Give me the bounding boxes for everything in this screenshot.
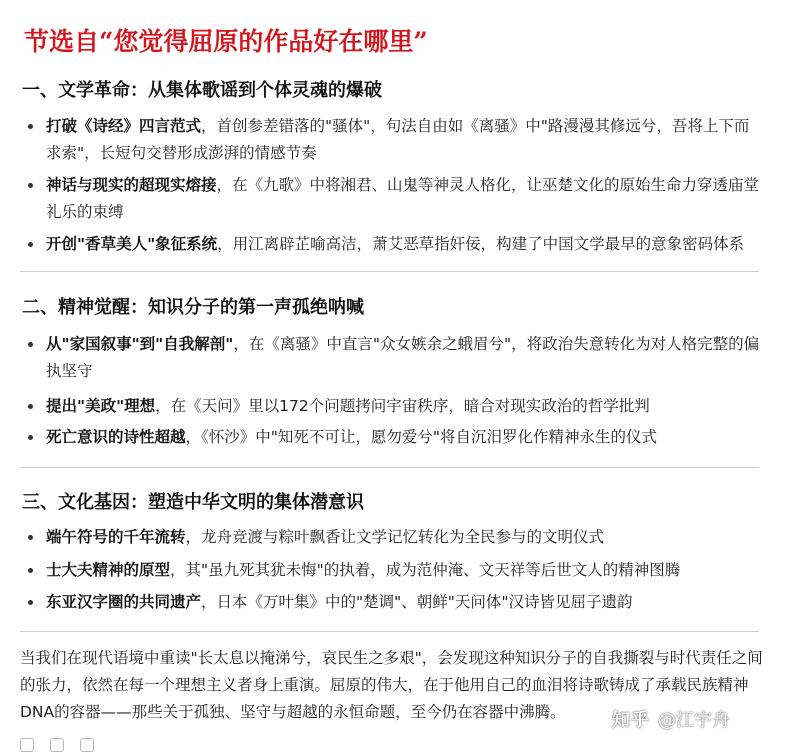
- item-text: ，用江离辟芷喻高洁，萧艾恶草指奸佞，构建了中国文学最早的意象密码体系: [217, 235, 745, 253]
- bullet-dot: [28, 183, 33, 188]
- article-title: 节选自“您觉得屈原的作品好在哪里”: [24, 27, 428, 56]
- item-lead: 端午符号的千年流转: [46, 528, 186, 546]
- list-item: [46, 393, 762, 420]
- item-text: ，龙舟竞渡与粽叶飘香让文学记忆转化为全民参与的文明仪式: [185, 528, 605, 546]
- item-text: ，在《离骚》中直言"众女嫉余之蛾眉兮"，将政治失意转化为对人格完整的偏执坚守: [46, 335, 760, 380]
- list-item: [46, 113, 762, 167]
- bullet-dot: [28, 600, 33, 605]
- watermark-platform: 知乎: [612, 710, 650, 731]
- item-text: ，《怀沙》中"知死不可让，愿勿爱兮"将自沉汨罗化作精神永生的仪式: [185, 428, 658, 446]
- item-lead: 从"家国叙事"到"自我解剖": [46, 335, 234, 353]
- bullet-dot: [28, 342, 33, 347]
- share-icon[interactable]: [80, 738, 94, 752]
- list-item: [46, 424, 762, 451]
- bullet-dot: [28, 404, 33, 409]
- item-lead: 开创"香草美人"象征系统: [46, 235, 218, 253]
- section-heading: 三、文化基因：塑造中华文明的集体潜意识: [22, 492, 364, 513]
- zhihu-watermark: [612, 706, 730, 732]
- item-text: ，在《天问》里以172个问题拷问宇宙秩序，暗合对现实政治的哲学批判: [155, 397, 650, 415]
- bullet-dot: [28, 535, 33, 540]
- item-lead: 打破《诗经》四言范式: [46, 117, 202, 135]
- closing-paragraph: 当我们在现代语境中重读"长太息以掩涕兮，哀民生之多艰"，会发现这种知识分子的自我撕裂与时代责任之间的张力，依然在每一个理想主义者身上重演。屈原的伟大，在于他用自己的血泪将诗歌铸成了承载民族精神DNA的容器——那些关于孤独、坚守与超越的永恒命题，至今仍在容器中沸腾。: [20, 649, 763, 721]
- divider: [20, 631, 759, 632]
- bottom-toolbar-partial: [20, 738, 94, 752]
- bullet-dot: [28, 242, 33, 247]
- divider: [20, 467, 759, 468]
- like-icon[interactable]: [50, 738, 64, 752]
- comment-icon[interactable]: [20, 738, 34, 752]
- item-lead: 提出"美政"理想: [46, 397, 156, 415]
- bullet-dot: [28, 435, 33, 440]
- section-heading: 二、精神觉醒：知识分子的第一声孤绝呐喊: [22, 297, 364, 318]
- list-item: [46, 331, 762, 385]
- watermark-author: @江宇舟: [658, 710, 730, 731]
- item-text: ，在《九歌》中将湘君、山鬼等神灵人格化，让巫楚文化的原始生命力穿透庙堂礼乐的束缚: [46, 176, 760, 221]
- item-lead: 神话与现实的超现实熔接: [46, 176, 217, 194]
- item-text: ，首创参差错落的"骚体"，句法自由如《离骚》中"路漫漫其修远兮，吾将上下而求索"，长短句交替形成澎湃的情感节奏: [46, 117, 750, 162]
- item-text: ，日本《万叶集》中的"楚调"、朝鲜"天问体"汉诗皆见屈子遗韵: [201, 593, 633, 611]
- item-text: ，其"虽九死其犹未悔"的执着，成为范仲淹、文天祥等后世文人的精神图腾: [170, 561, 681, 579]
- item-lead: 东亚汉字圈的共同遗产: [46, 593, 202, 611]
- section-heading: 一、文学革命：从集体歌谣到个体灵魂的爆破: [22, 80, 382, 101]
- item-lead: 士大夫精神的原型: [46, 561, 171, 579]
- list-item: [46, 557, 762, 584]
- list-item: [46, 231, 762, 258]
- bullet-dot: [28, 568, 33, 573]
- item-lead: 死亡意识的诗性超越: [46, 428, 186, 446]
- list-item: [46, 172, 762, 226]
- bullet-dot: [28, 124, 33, 129]
- list-item: [46, 524, 762, 551]
- divider: [20, 271, 759, 272]
- list-item: [46, 589, 762, 616]
